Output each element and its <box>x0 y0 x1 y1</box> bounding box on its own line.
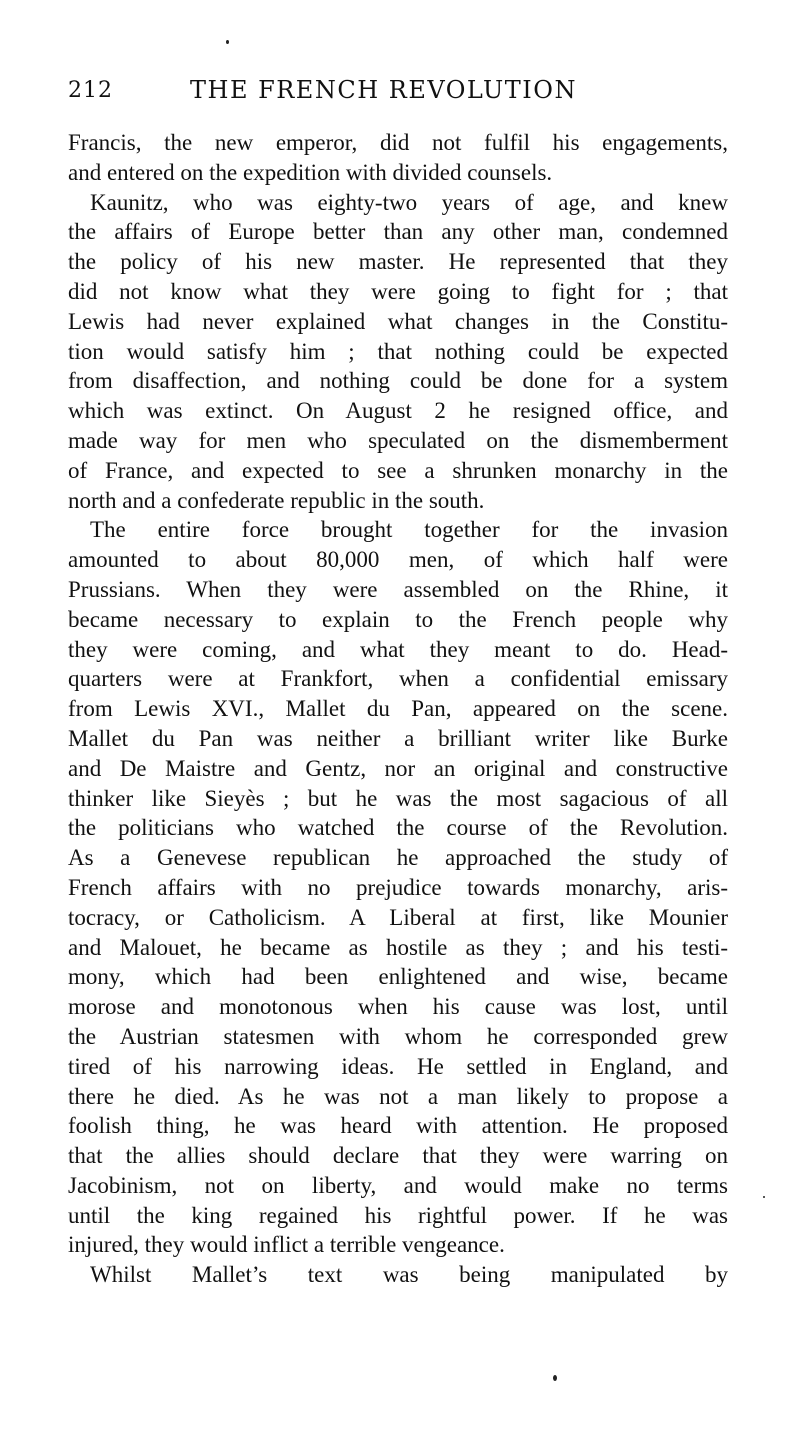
text-line: north and a confederate republic in the south. <box>68 487 485 513</box>
text-line: Prussians. When they were assembled on the Rhine, it <box>68 576 728 602</box>
text-line: Kaunitz, who was eighty-two years of age, and knew <box>90 189 728 215</box>
text-line: foolish thing, he was heard with attention. He proposed <box>68 1113 728 1139</box>
text-line: As a Genevese republican he approached the study of <box>68 845 728 871</box>
text-line: Whilst Mallet’s text was being manipulated by <box>90 1262 728 1288</box>
text-line: French affairs with no prejudice towards monarchy, aris- <box>68 874 728 900</box>
scan-speck <box>553 1375 557 1381</box>
text-line: did not know what they were going to fight for ; that <box>68 278 728 304</box>
text-line: tocracy, or Catholicism. A Liberal at first, like Mounier <box>68 904 728 930</box>
text-line: and De Maistre and Gentz, nor an original and constructive <box>68 755 728 781</box>
text-line: Jacobinism, not on liberty, and would make no terms <box>68 1172 728 1198</box>
page-header <box>68 76 728 108</box>
text-line: and entered on the expedition with divided counsels. <box>68 159 553 185</box>
text-line: Lewis had never explained what changes in the Constitu- <box>68 308 728 334</box>
text-line: injured, they would inflict a terrible vengeance. <box>68 1232 505 1258</box>
text-line: from Lewis XVI., Mallet du Pan, appeared on the scene. <box>68 696 728 722</box>
text-line: The entire force brought together for the invasion <box>90 517 728 543</box>
text-line: made way for men who speculated on the dismemberment <box>68 427 728 453</box>
text-line: Francis, the new emperor, did not fulfil his engagements, <box>68 130 728 155</box>
text-line: that the allies should declare that they were warring on <box>68 1143 728 1169</box>
text-line: Mallet du Pan was neither a brilliant writer like Burke <box>68 725 728 751</box>
text-line: from disaffection, and nothing could be done for a system <box>68 368 728 394</box>
text-line: of France, and expected to see a shrunken monarchy in the <box>68 457 728 483</box>
text-line: the policy of his new master. He represented that they <box>68 249 728 275</box>
text-line: the affairs of Europe better than any other man, condemned <box>68 219 728 245</box>
body-text <box>68 128 728 1290</box>
text-line: morose and monotonous when his cause was lost, until <box>68 994 728 1020</box>
page-number: 212 <box>68 78 113 103</box>
text-line: the politicians who watched the course of the Revolution. <box>68 815 728 841</box>
text-line: tion would satisfy him ; that nothing could be expected <box>68 338 728 364</box>
text-line: and Malouet, he became as hostile as they ; and his testi- <box>68 934 728 960</box>
scan-speck <box>226 40 229 44</box>
running-title: THE FRENCH REVOLUTION <box>190 76 577 104</box>
text-line: mony, which had been enlightened and wise, became <box>68 964 728 990</box>
text-line: became necessary to explain to the French people why <box>68 606 728 632</box>
text-line: which was extinct. On August 2 he resigned office, and <box>68 398 728 424</box>
text-line: there he died. As he was not a man likely to propose a <box>68 1083 728 1109</box>
text-line: thinker like Sieyès ; but he was the most sagacious of all <box>68 785 728 811</box>
text-line: tired of his narrowing ideas. He settled in England, and <box>68 1053 728 1079</box>
text-line: until the king regained his rightful power. If he was <box>68 1202 728 1228</box>
text-line: quarters were at Frankfort, when a confidential emissary <box>68 666 728 692</box>
text-line: they were coming, and what they meant to do. Head- <box>68 636 728 662</box>
text-line: amounted to about 80,000 men, of which half were <box>68 547 728 573</box>
scan-speck <box>763 1196 765 1198</box>
text-line: the Austrian statesmen with whom he corresponded grew <box>68 1023 728 1049</box>
